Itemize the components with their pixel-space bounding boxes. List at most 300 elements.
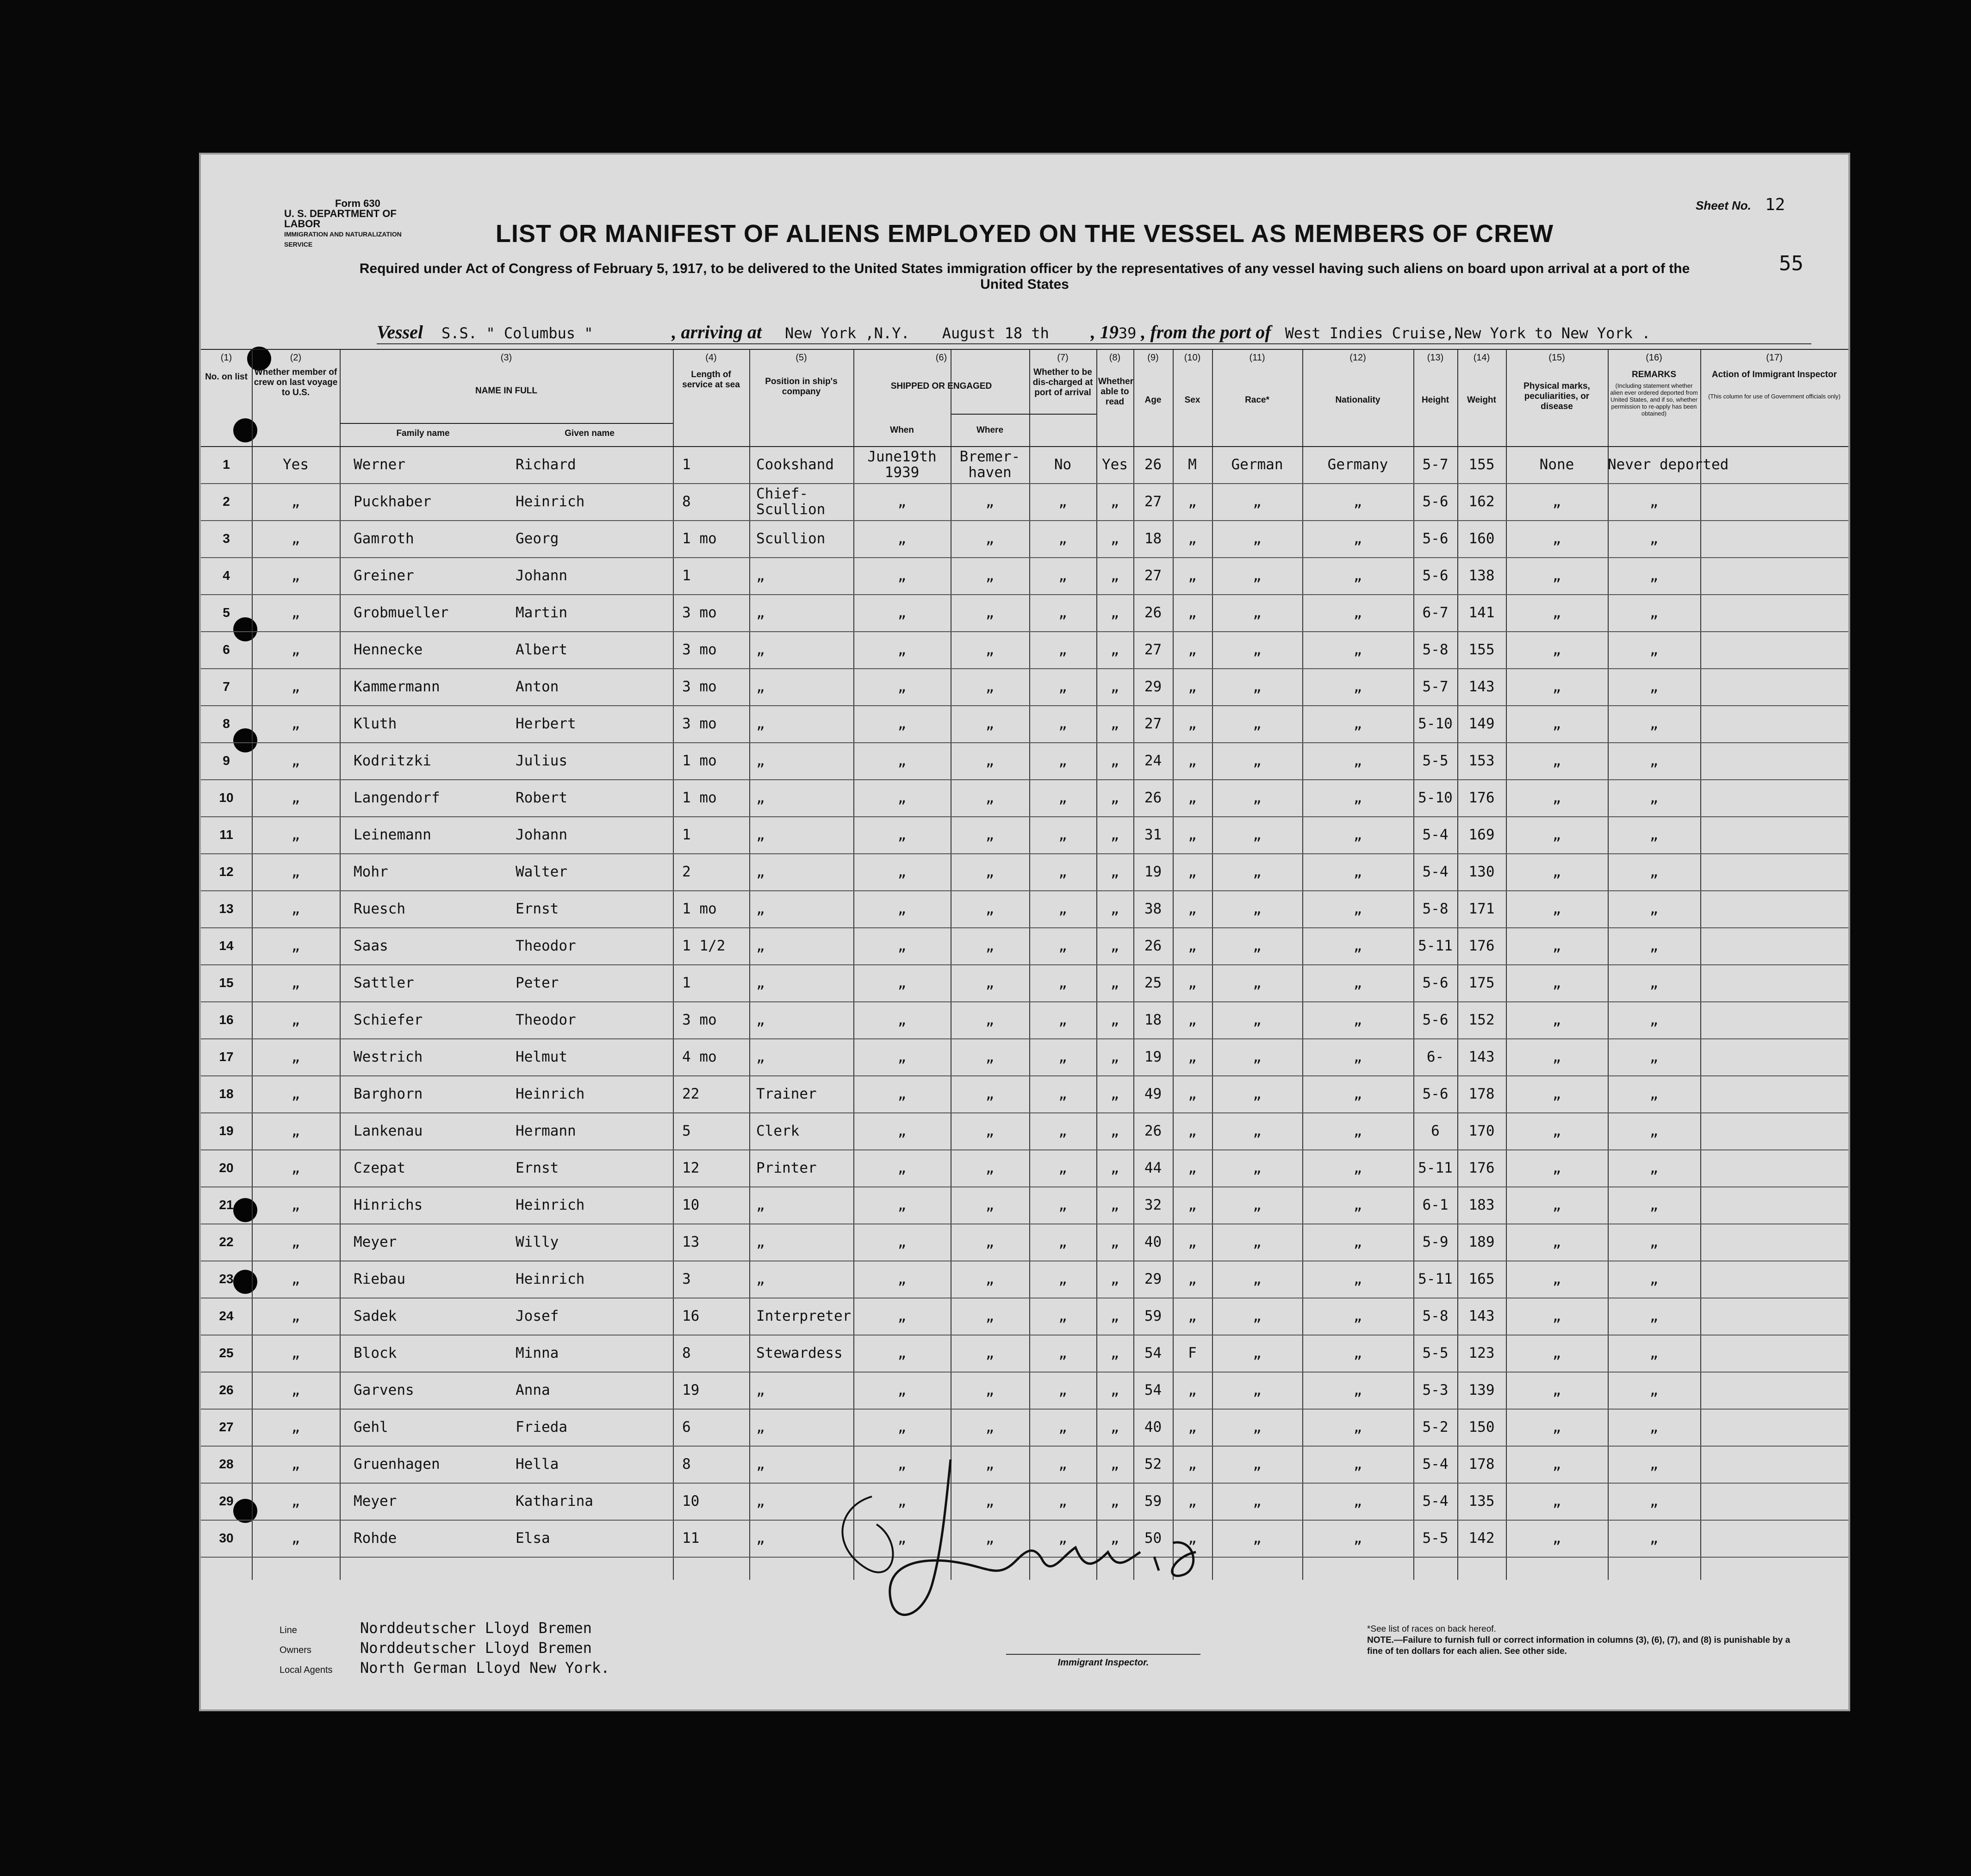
- row-number: 19: [219, 1124, 234, 1138]
- column-number: (14): [1473, 353, 1490, 363]
- column-number: (9): [1147, 353, 1159, 363]
- age-cell: 54: [1144, 1382, 1162, 1398]
- physical-marks-cell: „: [1552, 1382, 1561, 1398]
- discharged-cell: „: [1058, 678, 1067, 695]
- department-name: U. S. DEPARTMENT OF LABOR: [284, 208, 397, 230]
- nationality-cell: „: [1353, 938, 1362, 954]
- height-cell: 5-6: [1422, 1086, 1449, 1102]
- race-cell: „: [1253, 715, 1262, 732]
- family-name-cell: Block: [354, 1345, 397, 1361]
- service-length-cell: 16: [682, 1308, 700, 1324]
- height-cell: 5-10: [1418, 789, 1453, 806]
- service-name: IMMIGRATION AND NATURALIZATION SERVICE: [284, 230, 402, 248]
- position-cell: „: [756, 715, 765, 732]
- table-row: [201, 1409, 1848, 1446]
- weight-cell: 143: [1468, 678, 1495, 695]
- position-cell: Stewardess: [756, 1345, 843, 1361]
- physical-marks-cell: „: [1552, 1160, 1561, 1176]
- when-cell: „: [897, 715, 907, 732]
- family-name-cell: Greiner: [354, 567, 414, 584]
- row-number: 29: [219, 1494, 234, 1508]
- member-cell: „: [291, 1123, 300, 1139]
- race-cell: „: [1253, 1271, 1262, 1287]
- row-number: 4: [223, 568, 230, 583]
- when-cell: „: [897, 678, 907, 695]
- able-read-cell: „: [1110, 938, 1119, 954]
- where-cell: „: [985, 1086, 995, 1102]
- discharged-cell: „: [1058, 1086, 1067, 1102]
- nationality-cell: „: [1353, 1382, 1362, 1398]
- physical-marks-cell: „: [1552, 1197, 1561, 1213]
- arriving-label: , arriving at: [672, 322, 762, 342]
- remarks-cell: „: [1649, 752, 1659, 769]
- able-read-cell: „: [1110, 493, 1119, 510]
- remarks-cell: „: [1649, 1530, 1659, 1547]
- family-name-cell: Kodritzki: [354, 752, 431, 769]
- race-cell: „: [1253, 1419, 1262, 1435]
- owners-label: Owners: [280, 1645, 311, 1655]
- remarks-cell: „: [1649, 938, 1659, 954]
- nationality-cell: „: [1353, 975, 1362, 991]
- race-cell: „: [1253, 1012, 1262, 1028]
- race-cell: „: [1253, 938, 1262, 954]
- position-cell: Clerk: [756, 1123, 800, 1139]
- row-number: 1: [223, 457, 230, 472]
- able-read-cell: „: [1110, 1456, 1119, 1472]
- given-name-header: Given name: [565, 429, 615, 438]
- given-name-cell: Robert: [516, 789, 567, 806]
- family-name-cell: Gehl: [354, 1419, 388, 1435]
- where-cell: „: [985, 1012, 995, 1028]
- member-cell: „: [291, 789, 300, 806]
- height-cell: 5-5: [1422, 1530, 1449, 1547]
- member-cell: „: [291, 1419, 300, 1435]
- sex-cell: „: [1188, 975, 1197, 991]
- position-cell: Chief- Scullion: [756, 485, 826, 518]
- position-cell: Scullion: [756, 530, 826, 547]
- service-length-cell: 1: [682, 826, 691, 843]
- remarks-cell: „: [1649, 1086, 1659, 1102]
- weight-cell: 183: [1468, 1197, 1495, 1213]
- sex-cell: „: [1188, 1530, 1197, 1547]
- given-name-cell: Katharina: [516, 1493, 593, 1509]
- age-cell: 26: [1144, 789, 1162, 806]
- family-name-cell: Hinrichs: [354, 1197, 423, 1213]
- physical-marks-cell: „: [1552, 1049, 1561, 1065]
- age-cell: 32: [1144, 1197, 1162, 1213]
- when-cell: „: [897, 789, 907, 806]
- remarks-cell: „: [1649, 641, 1659, 658]
- row-number: 10: [219, 790, 234, 805]
- no-on-list-header: No. on list: [205, 372, 248, 382]
- subheader-rule: [340, 423, 673, 424]
- family-name-cell: Langendorf: [354, 789, 440, 806]
- remarks-cell: „: [1649, 493, 1659, 510]
- weight-cell: 176: [1468, 938, 1495, 954]
- where-cell: „: [985, 1419, 995, 1435]
- physical-marks-cell: „: [1552, 1234, 1561, 1250]
- age-cell: 31: [1144, 826, 1162, 843]
- weight-cell: 135: [1468, 1493, 1495, 1509]
- table-row: [201, 668, 1848, 705]
- nationality-cell: „: [1353, 1049, 1362, 1065]
- physical-marks-cell: „: [1552, 1012, 1561, 1028]
- race-cell: „: [1253, 1234, 1262, 1250]
- table-row: [201, 964, 1848, 1001]
- family-name-cell: Barghorn: [354, 1086, 423, 1102]
- age-cell: 26: [1144, 1123, 1162, 1139]
- remarks-cell: „: [1649, 1160, 1659, 1176]
- weight-cell: 162: [1468, 493, 1495, 510]
- remarks-cell: „: [1649, 530, 1659, 547]
- footer-note: [1367, 1624, 1807, 1657]
- able-read-cell: „: [1110, 1086, 1119, 1102]
- column-number: (1): [220, 353, 232, 363]
- race-cell: „: [1253, 1493, 1262, 1509]
- position-cell: „: [756, 938, 765, 954]
- sex-cell: „: [1188, 1308, 1197, 1324]
- height-cell: 5-4: [1422, 1456, 1449, 1472]
- given-name-cell: Anna: [516, 1382, 550, 1398]
- table-row: [201, 853, 1848, 890]
- sex-cell: „: [1188, 1123, 1197, 1139]
- remarks-cell: Never deported: [1608, 456, 1729, 473]
- age-cell: 50: [1144, 1530, 1162, 1547]
- height-cell: 5-6: [1422, 975, 1449, 991]
- where-cell: „: [985, 678, 995, 695]
- nationality-cell: „: [1353, 1012, 1362, 1028]
- row-number: 3: [223, 531, 230, 546]
- discharged-cell: „: [1058, 1012, 1067, 1028]
- when-cell: „: [897, 1530, 907, 1547]
- service-length-cell: 8: [682, 1456, 691, 1472]
- sex-cell: „: [1188, 493, 1197, 510]
- when-cell: „: [897, 1012, 907, 1028]
- discharged-cell: „: [1058, 493, 1067, 510]
- remarks-cell: „: [1649, 567, 1659, 584]
- age-cell: 27: [1144, 567, 1162, 584]
- row-number: 23: [219, 1272, 234, 1286]
- table-row: [201, 890, 1848, 927]
- height-cell: 5-8: [1422, 1308, 1449, 1324]
- race-cell: „: [1253, 975, 1262, 991]
- when-cell: „: [897, 863, 907, 880]
- remarks-cell: „: [1649, 826, 1659, 843]
- sex-cell: „: [1188, 604, 1197, 621]
- given-name-cell: Georg: [516, 530, 559, 547]
- sex-cell: „: [1188, 938, 1197, 954]
- family-name-cell: Ruesch: [354, 901, 405, 917]
- member-cell: „: [291, 1271, 300, 1287]
- height-cell: 5-6: [1422, 530, 1449, 547]
- service-length-cell: 1 mo: [682, 530, 717, 547]
- family-name-cell: Mohr: [354, 863, 388, 880]
- physical-marks-cell: „: [1552, 789, 1561, 806]
- position-cell: „: [756, 901, 765, 917]
- position-cell: „: [756, 678, 765, 695]
- height-cell: 5-6: [1422, 567, 1449, 584]
- discharged-cell: „: [1058, 1456, 1067, 1472]
- when-cell: „: [897, 826, 907, 843]
- discharged-cell: „: [1058, 752, 1067, 769]
- height-header: Height: [1421, 395, 1449, 405]
- remarks-cell: „: [1649, 1456, 1659, 1472]
- given-name-cell: Richard: [516, 456, 576, 473]
- member-cell: „: [291, 863, 300, 880]
- remarks-cell: „: [1649, 863, 1659, 880]
- weight-cell: 175: [1468, 975, 1495, 991]
- table-row: [201, 594, 1848, 631]
- table-row: [201, 557, 1848, 594]
- race-cell: „: [1253, 1160, 1262, 1176]
- service-length-cell: 3: [682, 1271, 691, 1287]
- able-read-cell: „: [1110, 1123, 1119, 1139]
- sex-cell: „: [1188, 1197, 1197, 1213]
- height-cell: 5-11: [1418, 1271, 1453, 1287]
- when-cell: „: [897, 752, 907, 769]
- member-cell: „: [291, 493, 300, 510]
- height-cell: 6-7: [1422, 604, 1449, 621]
- weight-cell: 139: [1468, 1382, 1495, 1398]
- header-rule: [201, 349, 1848, 350]
- sex-cell: „: [1188, 1382, 1197, 1398]
- where-cell: „: [985, 752, 995, 769]
- sex-cell: „: [1188, 567, 1197, 584]
- nationality-cell: „: [1353, 641, 1362, 658]
- sex-cell: „: [1188, 1234, 1197, 1250]
- able-read-cell: „: [1110, 1197, 1119, 1213]
- remarks-cell: „: [1649, 715, 1659, 732]
- service-length-cell: 4 mo: [682, 1049, 717, 1065]
- height-cell: 5-8: [1422, 901, 1449, 917]
- weight-cell: 176: [1468, 1160, 1495, 1176]
- position-cell: „: [756, 1382, 765, 1398]
- name-in-full-header: NAME IN FULL: [475, 386, 538, 396]
- footer-agents: [280, 1659, 609, 1677]
- when-cell: „: [897, 1456, 907, 1472]
- row-number: 27: [219, 1420, 234, 1434]
- position-header: Position in ship's company: [765, 377, 838, 397]
- column-number: (17): [1766, 353, 1783, 363]
- year-prefix: , 19: [1090, 322, 1119, 342]
- height-cell: 5-8: [1422, 641, 1449, 658]
- sex-header: Sex: [1184, 395, 1200, 405]
- column-number: (11): [1249, 353, 1265, 363]
- remarks-cell: „: [1649, 1345, 1659, 1361]
- where-cell: „: [985, 1345, 995, 1361]
- age-cell: 59: [1144, 1493, 1162, 1509]
- column-number: (15): [1548, 353, 1565, 363]
- age-cell: 18: [1144, 1012, 1162, 1028]
- where-cell: „: [985, 1197, 995, 1213]
- weight-cell: 149: [1468, 715, 1495, 732]
- sex-cell: „: [1188, 1160, 1197, 1176]
- column-number: (5): [796, 353, 807, 363]
- when-cell: „: [897, 493, 907, 510]
- table-row: [201, 1224, 1848, 1261]
- member-header: Whether member of crew on last voyage to U.S.: [254, 367, 338, 398]
- where-cell: „: [985, 901, 995, 917]
- where-header: Where: [976, 425, 1004, 435]
- member-cell: „: [291, 975, 300, 991]
- when-cell: „: [897, 567, 907, 584]
- position-cell: „: [756, 826, 765, 843]
- age-header: Age: [1144, 395, 1162, 405]
- table-row: [201, 520, 1848, 557]
- member-cell: „: [291, 752, 300, 769]
- given-name-cell: Frieda: [516, 1419, 567, 1435]
- nationality-cell: „: [1353, 1308, 1362, 1324]
- nationality-cell: „: [1353, 567, 1362, 584]
- service-length-cell: 19: [682, 1382, 700, 1398]
- remarks-cell: „: [1649, 789, 1659, 806]
- family-name-header: Family name: [396, 429, 450, 438]
- physical-marks-cell: „: [1552, 493, 1561, 510]
- where-cell: „: [985, 1160, 995, 1176]
- weight-cell: 130: [1468, 863, 1495, 880]
- physical-marks-cell: „: [1552, 826, 1561, 843]
- discharged-cell: „: [1058, 1271, 1067, 1287]
- race-cell: „: [1253, 1049, 1262, 1065]
- height-cell: 5-11: [1418, 938, 1453, 954]
- action-subheader: (This column for use of Government officials only): [1708, 393, 1840, 400]
- table-row: [201, 742, 1848, 779]
- family-name-cell: Schiefer: [354, 1012, 423, 1028]
- position-cell: „: [756, 863, 765, 880]
- table-row: [201, 631, 1848, 668]
- position-cell: „: [756, 975, 765, 991]
- service-length-cell: 8: [682, 493, 691, 510]
- age-cell: 26: [1144, 604, 1162, 621]
- sex-cell: „: [1188, 678, 1197, 695]
- where-cell: „: [985, 567, 995, 584]
- position-cell: Printer: [756, 1160, 817, 1176]
- service-length-cell: 1: [682, 567, 691, 584]
- discharged-cell: „: [1058, 1382, 1067, 1398]
- race-cell: „: [1253, 1345, 1262, 1361]
- remarks-subheader: (Including statement whether alien ever ordered deported from United States, and if so, whether permission to re-apply has been obtained): [1610, 382, 1698, 417]
- discharged-cell: No: [1054, 456, 1072, 473]
- sex-cell: M: [1188, 456, 1197, 473]
- row-number: 24: [219, 1309, 234, 1323]
- column-number: (12): [1349, 353, 1366, 363]
- nationality-cell: „: [1353, 901, 1362, 917]
- height-cell: 5-11: [1418, 1160, 1453, 1176]
- discharged-cell: „: [1058, 1197, 1067, 1213]
- sex-cell: „: [1188, 1456, 1197, 1472]
- when-cell: June19th 1939: [867, 448, 937, 481]
- weight-cell: 141: [1468, 604, 1495, 621]
- nationality-cell: „: [1353, 789, 1362, 806]
- age-cell: 40: [1144, 1419, 1162, 1435]
- row-number: 21: [219, 1198, 234, 1212]
- length-service-header: Length of service at sea: [682, 370, 740, 390]
- inspector-signature-line: [1006, 1654, 1200, 1668]
- inspector-label: Immigrant Inspector.: [1057, 1658, 1149, 1668]
- row-number: 14: [219, 938, 234, 953]
- nationality-cell: „: [1353, 678, 1362, 695]
- where-cell: „: [985, 1493, 995, 1509]
- row-number: 20: [219, 1161, 234, 1175]
- action-header: Action of Immigrant Inspector: [1711, 370, 1837, 379]
- given-name-cell: Theodor: [516, 1012, 576, 1028]
- nationality-cell: „: [1353, 530, 1362, 547]
- table-row: [201, 927, 1848, 964]
- position-cell: „: [756, 1271, 765, 1287]
- race-cell: „: [1253, 826, 1262, 843]
- table-row: [201, 1112, 1848, 1149]
- where-cell: „: [985, 1049, 995, 1065]
- where-cell: Bremer- haven: [959, 448, 1020, 481]
- when-cell: „: [897, 604, 907, 621]
- given-name-cell: Walter: [516, 863, 567, 880]
- when-cell: „: [897, 938, 907, 954]
- race-cell: „: [1253, 1456, 1262, 1472]
- race-cell: „: [1253, 530, 1262, 547]
- where-cell: „: [985, 826, 995, 843]
- age-cell: 18: [1144, 530, 1162, 547]
- age-cell: 19: [1144, 1049, 1162, 1065]
- weight-cell: 165: [1468, 1271, 1495, 1287]
- sex-cell: „: [1188, 1419, 1197, 1435]
- service-length-cell: 1: [682, 456, 691, 473]
- weight-cell: 189: [1468, 1234, 1495, 1250]
- race-cell: „: [1253, 1123, 1262, 1139]
- nationality-cell: „: [1353, 1197, 1362, 1213]
- sex-cell: „: [1188, 901, 1197, 917]
- remarks-cell: „: [1649, 1308, 1659, 1324]
- row-number: 13: [219, 901, 234, 916]
- vessel-label: Vessel: [377, 322, 423, 342]
- row-number: 5: [223, 605, 230, 620]
- race-cell: „: [1253, 1197, 1262, 1213]
- table-row: [201, 483, 1848, 520]
- sex-cell: „: [1188, 1012, 1197, 1028]
- row-number: 26: [219, 1383, 234, 1397]
- member-cell: „: [291, 1049, 300, 1065]
- age-cell: 26: [1144, 456, 1162, 473]
- position-cell: „: [756, 1456, 765, 1472]
- weight-cell: 178: [1468, 1456, 1495, 1472]
- able-read-cell: „: [1110, 826, 1119, 843]
- table-row: [201, 1335, 1848, 1372]
- able-read-cell: „: [1110, 901, 1119, 917]
- column-number: (6): [935, 353, 947, 363]
- member-cell: „: [291, 641, 300, 658]
- row-number: 7: [223, 679, 230, 694]
- able-read-cell: „: [1110, 863, 1119, 880]
- family-name-cell: Sadek: [354, 1308, 397, 1324]
- nationality-cell: „: [1353, 1530, 1362, 1547]
- sex-cell: „: [1188, 715, 1197, 732]
- nationality-cell: Germany: [1327, 456, 1388, 473]
- weight-cell: 152: [1468, 1012, 1495, 1028]
- position-cell: „: [756, 1493, 765, 1509]
- row-number: 12: [219, 864, 234, 879]
- service-length-cell: 10: [682, 1493, 700, 1509]
- weight-cell: 143: [1468, 1049, 1495, 1065]
- able-read-header: Whether able to read: [1098, 377, 1133, 407]
- age-cell: 59: [1144, 1308, 1162, 1324]
- service-length-cell: 1: [682, 975, 691, 991]
- discharged-cell: „: [1058, 604, 1067, 621]
- age-cell: 25: [1144, 975, 1162, 991]
- able-read-cell: „: [1110, 752, 1119, 769]
- discharged-cell: „: [1058, 1345, 1067, 1361]
- able-read-cell: „: [1110, 641, 1119, 658]
- sex-cell: „: [1188, 641, 1197, 658]
- height-cell: 5-7: [1422, 456, 1449, 473]
